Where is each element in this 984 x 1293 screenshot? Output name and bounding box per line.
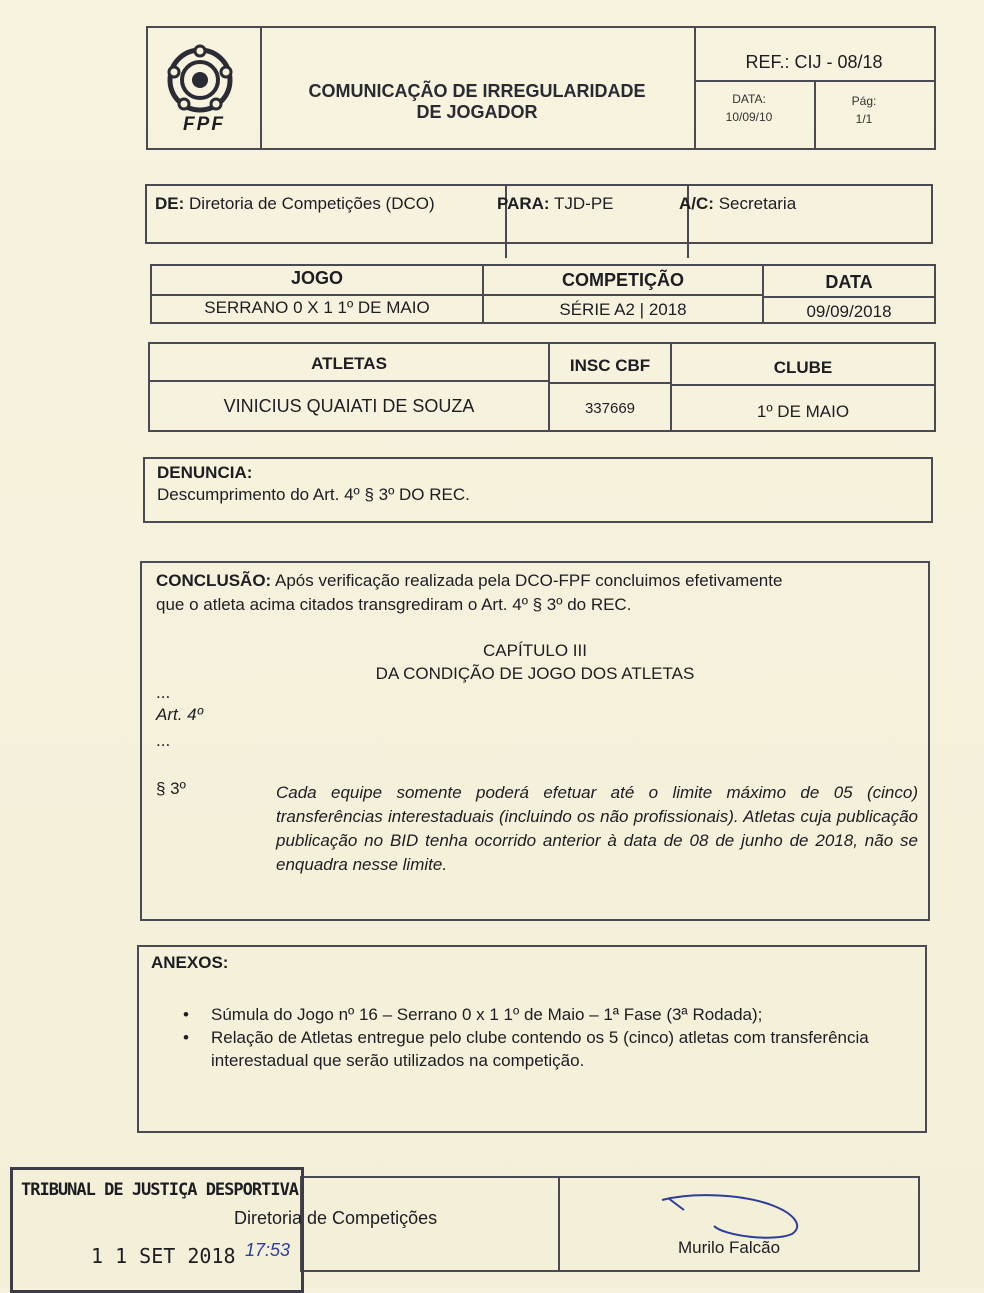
chapter-heading: CAPÍTULO III: [483, 641, 587, 660]
logo-cell: [148, 28, 262, 148]
athlete-header: ATLETAS: [311, 354, 387, 373]
attachments-label: ANEXOS:: [151, 953, 229, 972]
match-header: JOGO: [290, 268, 343, 288]
list-item: [183, 1026, 913, 1072]
conclusion-line-1: [156, 569, 916, 592]
page-cell: [814, 82, 934, 148]
title-line-2: DE JOGADOR: [416, 102, 538, 122]
attention-cell: [671, 186, 947, 258]
date-cell: [694, 82, 816, 148]
athlete-name: VINICIUS QUAIATI DE SOUZA: [150, 380, 548, 430]
stamp-time: 17:53: [245, 1240, 291, 1260]
date-value: 10/09/10: [725, 110, 773, 124]
ellipsis-2: ...: [156, 731, 171, 750]
attachments-box: [137, 945, 927, 1133]
article-number: Art. 4º: [156, 705, 203, 724]
paragraph-label: § 3º: [156, 779, 186, 798]
cbf-col: [550, 344, 672, 430]
signature-right-cell: [558, 1178, 918, 1270]
match-col: [152, 266, 484, 322]
to-cell: [489, 186, 689, 258]
match-value: SERRANO 0 X 1 1º DE MAIO: [152, 294, 482, 318]
logo-text: FPF: [183, 114, 225, 135]
stamp-title: TRIBUNAL DE JUSTIÇA DESPORTIVA: [21, 1180, 299, 1200]
complaint-box: [143, 457, 933, 523]
conclusion-label: CONCLUSÃO:: [156, 571, 272, 590]
signature-left-text: Diretoria de Competições: [234, 1208, 438, 1228]
to-value: TJD-PE: [554, 194, 614, 213]
from-value: Diretoria de Competições (DCO): [189, 194, 435, 213]
club-name: 1º DE MAIO: [672, 384, 934, 430]
paragraph-text: Cada equipe somente poderá efetuar até o limite máximo de 05 (cinco) transferências interestaduais (incluindo os não profissionais). Atletas cuja publicação publicação no BID tenha ocorrido anterior à data de 08 de junho de 2018, não se enquadra nesse limite.: [276, 783, 918, 874]
title-cell: [260, 28, 696, 148]
routing-box: [145, 184, 933, 244]
chapter-title: DA CONDIÇÃO DE JOGO DOS ATLETAS: [375, 664, 695, 683]
athlete-col: [150, 344, 550, 430]
to-label: PARA:: [497, 194, 550, 213]
bullet-icon: •: [183, 1028, 189, 1047]
ref-cell: [694, 28, 934, 82]
stamp-date: 1 1 SET 2018: [91, 1244, 236, 1268]
club-header: CLUBE: [773, 358, 833, 377]
reception-stamp: [10, 1167, 304, 1293]
competition-col: [484, 266, 764, 322]
athletes-table: [148, 342, 936, 432]
from-cell: [147, 186, 507, 258]
date-col: [764, 266, 934, 322]
match-table: [150, 264, 936, 324]
list-item: [183, 1003, 913, 1026]
signature-right-text: Murilo Falcão: [678, 1238, 781, 1257]
page-value: 1/1: [855, 112, 873, 126]
attention-label: A/C:: [679, 194, 714, 213]
match-date-header: DATA: [825, 272, 873, 292]
conclusion-text-2: que o atleta acima citados transgrediram o Art. 4º § 3º do REC.: [156, 595, 632, 614]
title-line-1: COMUNICAÇÃO DE IRREGULARIDADE: [308, 81, 646, 101]
page-label: Pág:: [851, 94, 877, 108]
cbf-header: INSC CBF: [569, 356, 651, 375]
conclusion-text-1: Após verificação realizada pela DCO-FPF concluimos efetivamente: [275, 571, 783, 590]
conclusion-box: [140, 561, 930, 921]
date-label: DATA:: [732, 92, 766, 106]
ref-number: REF.: CIJ - 08/18: [745, 52, 883, 72]
competition-value: SÉRIE A2 | 2018: [484, 294, 762, 320]
attachment-text: Relação de Atletas entregue pelo clube contendo os 5 (cinco) atletas com transferência interestadual que serão utilizados na competição.: [211, 1028, 869, 1070]
attention-value: Secretaria: [718, 194, 797, 213]
complaint-label: DENUNCIA:: [157, 463, 253, 482]
handwritten-signature-icon: [654, 1186, 814, 1246]
competition-header: COMPETIÇÃO: [561, 270, 684, 290]
match-date-value: 09/09/2018: [764, 296, 934, 322]
bullet-icon: •: [183, 1005, 189, 1024]
attachments-list: [183, 1003, 913, 1072]
club-col: [672, 344, 934, 430]
ellipsis-1: ...: [156, 683, 171, 702]
document-header: [146, 26, 936, 150]
from-label: DE:: [155, 194, 185, 213]
complaint-text: Descumprimento do Art. 4º § 3º DO REC.: [157, 485, 470, 504]
attachment-text: Súmula do Jogo nº 16 – Serrano 0 x 1 1º de Maio – 1ª Fase (3ª Rodada);: [211, 1005, 763, 1024]
cbf-number: 337669: [550, 382, 670, 430]
